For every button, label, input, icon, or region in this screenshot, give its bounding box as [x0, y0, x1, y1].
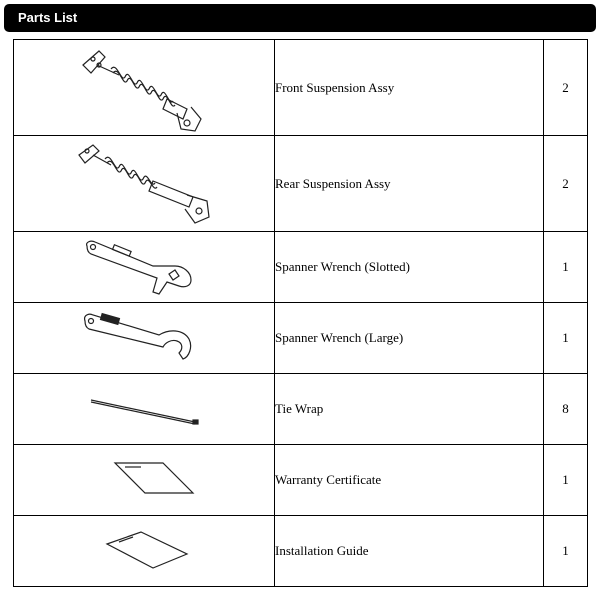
table-row — [14, 232, 588, 303]
tie-wrap-icon — [79, 378, 209, 440]
parts-table — [13, 39, 588, 587]
part-image-cell — [14, 445, 275, 516]
part-name: Rear Suspension Assy — [275, 136, 544, 232]
part-qty: 1 — [544, 516, 588, 587]
part-qty: 1 — [544, 303, 588, 374]
table-row — [14, 374, 588, 445]
large-spanner-wrench-icon — [79, 307, 209, 369]
part-image-cell — [14, 232, 275, 303]
part-qty: 1 — [544, 232, 588, 303]
part-image-cell — [14, 374, 275, 445]
front-suspension-icon — [69, 43, 219, 133]
part-qty: 1 — [544, 445, 588, 516]
table-row — [14, 516, 588, 587]
part-name: Spanner Wrench (Large) — [275, 303, 544, 374]
part-image-cell — [14, 40, 275, 136]
installation-guide-icon — [79, 520, 209, 582]
header-title: Parts List — [18, 10, 78, 25]
part-name: Warranty Certificate — [275, 445, 544, 516]
part-image-cell — [14, 136, 275, 232]
table-row — [14, 40, 588, 136]
part-qty: 2 — [544, 40, 588, 136]
part-name: Tie Wrap — [275, 374, 544, 445]
part-image-cell — [14, 303, 275, 374]
part-name: Installation Guide — [275, 516, 544, 587]
table-row — [14, 303, 588, 374]
slotted-spanner-wrench-icon — [79, 236, 209, 298]
part-name: Front Suspension Assy — [275, 40, 544, 136]
rear-suspension-icon — [69, 139, 219, 229]
parts-list-header — [4, 4, 596, 32]
part-qty: 2 — [544, 136, 588, 232]
table-row — [14, 445, 588, 516]
part-image-cell — [14, 516, 275, 587]
part-name: Spanner Wrench (Slotted) — [275, 232, 544, 303]
warranty-certificate-icon — [79, 449, 209, 511]
part-qty: 8 — [544, 374, 588, 445]
table-row — [14, 136, 588, 232]
